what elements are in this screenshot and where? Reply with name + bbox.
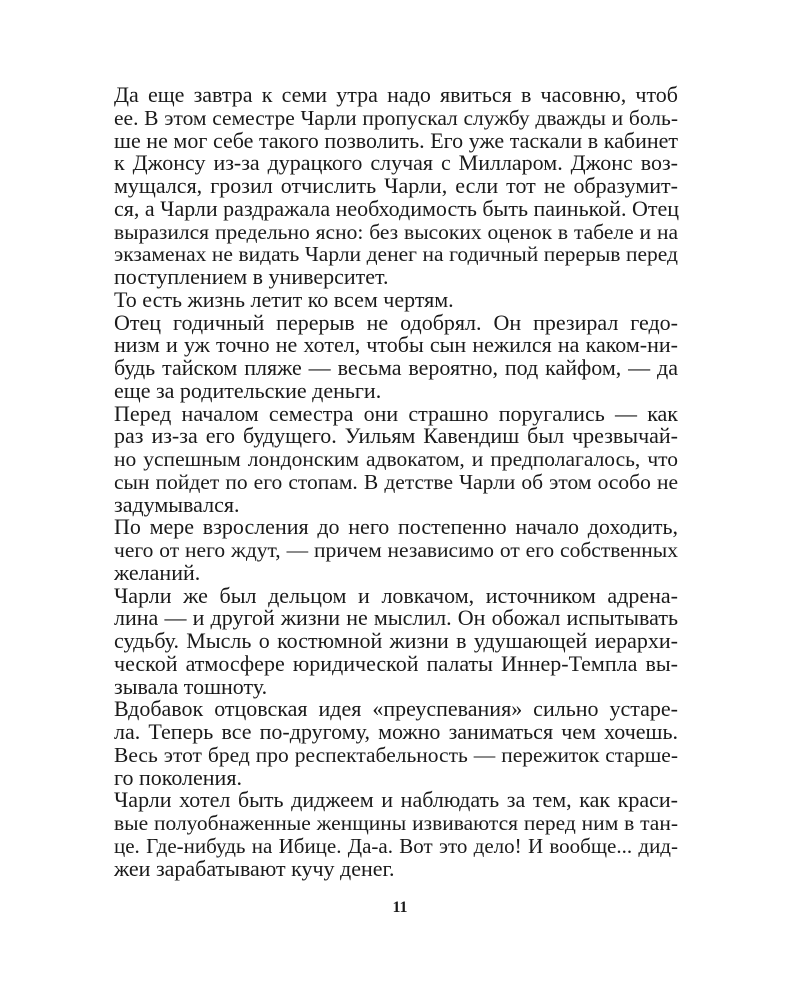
text-line: Вдобавок отцовская идея «преуспевания» сильно устаре- [114, 696, 678, 722]
text-line: Чарли хотел быть диджеем и наблюдать за тем, как краси- [114, 787, 678, 813]
text-line: По мере взросления до него постепенно начало доходить, [114, 514, 678, 540]
paragraph [84, 698, 678, 789]
text-line: мущался, грозил отчислить Чарли, если тот не образумит- [114, 173, 678, 198]
text-line: выразился предельно ясно: без высоких оценок в табеле и на [114, 219, 678, 244]
paragraph [84, 582, 678, 699]
text-line: чего от него ждут, — причем независимо от его собственных [114, 538, 678, 562]
text-line: раз из-за его будущего. Уильям Кавендиш был чрезвычай- [114, 423, 678, 449]
text-line: задумывался. [114, 491, 240, 517]
text-line: будь тайском пляже — весьма вероятно, под кайфом, — да [114, 355, 678, 380]
body-text [84, 84, 678, 880]
paragraph [84, 286, 678, 312]
text-line: но успешным лондонским адвокатом, и предполагалось, что [114, 447, 678, 471]
text-line: поступлением в университет. [114, 264, 389, 289]
text-line: лина — и другой жизни не мыслил. Он обожал испытывать [114, 605, 678, 631]
text-line: низм и уж точно не хотел, чтобы сын нежился на каком-ни- [114, 332, 678, 358]
text-line: зывала тошноту. [114, 673, 268, 699]
text-line: к Джонсу из-за дурацкого случая с Милларом. Джонс воз- [114, 150, 678, 176]
text-line: ее. В этом семестре Чарли пропускал службу дважды и боль- [114, 105, 678, 130]
text-line: еще за родительские деньги. [114, 377, 382, 403]
text-line: ческой атмосфере юридической палаты Иннер-Темпла вы- [114, 650, 678, 676]
text-line: судьбу. Мысль о костюмной жизни в удушающей иерархи- [114, 628, 678, 653]
text-line: желаний. [114, 559, 201, 585]
text-line: ше не мог себе такого позволить. Его уже таскали в кабинет [114, 127, 678, 153]
text-line: жеи зарабатывают кучу денег. [114, 855, 395, 881]
text-line: экзаменах не видать Чарли денег на годичный перерыв перед [114, 242, 678, 267]
text-line: Чарли же был дельцом и ловкачом, источником адрена- [114, 582, 678, 608]
paragraph [84, 400, 678, 517]
text-line: ся, а Чарли раздражала необходимость быть паинькой. Отец [114, 195, 679, 221]
text-line: вые полуобнаженные женщины извиваются перед ним в тан- [114, 811, 678, 835]
text-line: Перед началом семестра они страшно поругались — как [114, 400, 678, 426]
text-line: ла. Теперь все по-другому, можно заниматься чем хочешь. [114, 719, 678, 744]
text-line: сын пойдет по его стопам. В детстве Чарли об этом особо не [114, 469, 678, 494]
text-line: Да еще завтра к семи утра надо явиться в часовню, чтоб [114, 82, 678, 107]
text-line: це. Где-нибудь на Ибице. Да-а. Вот это дело! И вообще... дид- [114, 833, 678, 858]
text-line: го поколения. [114, 764, 242, 790]
paragraph [84, 309, 678, 403]
text-line: Весь этот бред про респектабельность — пережиток старше- [114, 742, 678, 767]
text-line: То есть жизнь летит ко всем чертям. [114, 286, 454, 312]
page-number: 11 [392, 899, 408, 916]
text-line: Отец годичный перерыв не одобрял. Он презирал гедо- [114, 309, 678, 335]
paragraph [84, 516, 678, 584]
paragraph [84, 84, 678, 289]
paragraph [84, 789, 678, 880]
